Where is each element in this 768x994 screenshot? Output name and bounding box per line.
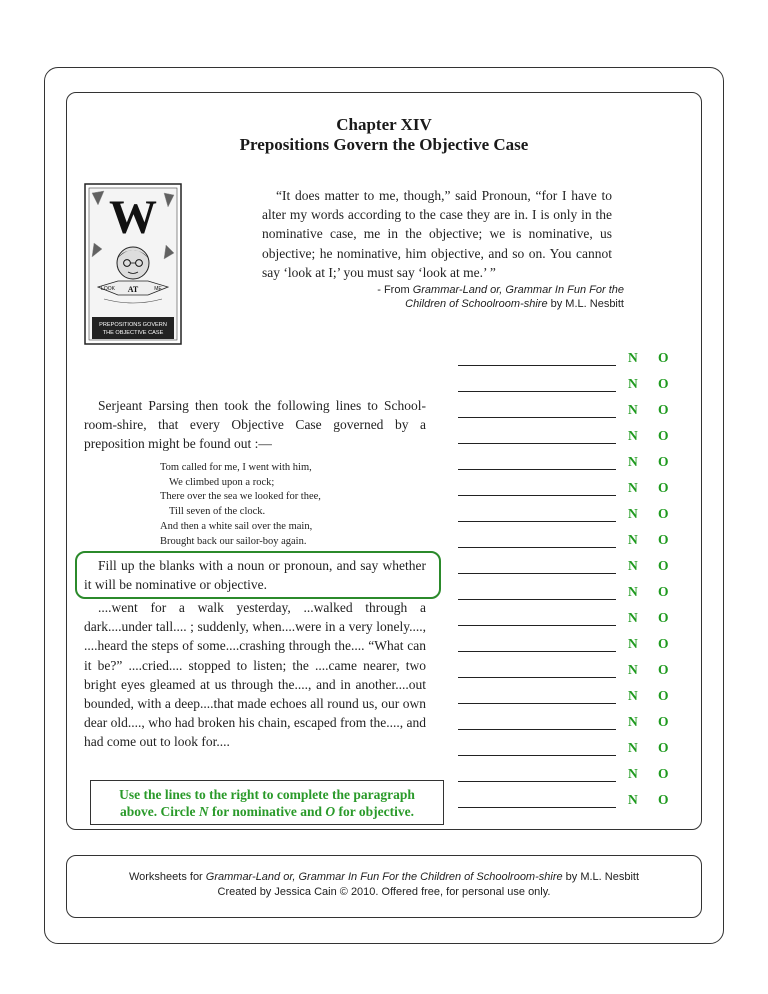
- footer-author: by M.L. Nesbitt: [562, 871, 640, 883]
- nominative-option[interactable]: N: [628, 376, 638, 391]
- answer-blank-line[interactable]: [458, 365, 616, 366]
- answer-row: [458, 738, 678, 764]
- answer-row: [458, 608, 678, 634]
- attribution-prefix: - From: [377, 284, 413, 296]
- nominative-option[interactable]: N: [628, 506, 638, 521]
- poem-line: Brought back our sailor-boy again.: [160, 535, 307, 547]
- nominative-option[interactable]: N: [628, 584, 638, 599]
- answer-row: [458, 556, 678, 582]
- answer-blank-line[interactable]: [458, 443, 616, 444]
- answer-blank-line[interactable]: [458, 651, 616, 652]
- emblem-caption-line1: PREPOSITIONS GOVERN: [99, 322, 167, 328]
- poem: [160, 461, 321, 549]
- attribution-author: by M.L. Nesbitt: [547, 298, 624, 310]
- answer-row: [458, 660, 678, 686]
- answer-row: [458, 686, 678, 712]
- chapter-subtitle: Prepositions Govern the Objective Case: [239, 135, 529, 154]
- nominative-option[interactable]: N: [628, 402, 638, 417]
- poem-line: Tom called for me, I went with him,: [160, 462, 312, 473]
- footer-credits: [66, 870, 702, 900]
- fill-in-story: ....went for a walk yesterday, ...walked through a dark....under tall.... ; suddenly, when....were in a very lonely...., ....heard the steps of some....crashing through the.... “What can it be?” ....cried.... stopped to listen; the ....came nearer, two bright eyes gleamed at us through the...., and in another....out bounded, with a deep....that made echoes all round us, our own dear old...., who had broken his chain, escaped from the...., and had come out to look for....: [84, 600, 426, 750]
- objective-option[interactable]: O: [658, 740, 669, 755]
- footer-book-title: Grammar-Land or, Grammar In Fun For the Children of Schoolroom-shire: [205, 871, 563, 883]
- fill-instruction: Fill up the blanks with a noun or pronoun, and say whether it will be nominative or objective.: [84, 558, 426, 592]
- nominative-option[interactable]: N: [628, 480, 638, 495]
- objective-option[interactable]: O: [658, 480, 669, 495]
- instruction-o: O: [325, 804, 336, 819]
- answer-blank-line[interactable]: [458, 521, 616, 522]
- instruction-line1: Use the lines to the right to complete the paragraph: [119, 787, 415, 802]
- instruction-text: for objective.: [335, 804, 414, 819]
- answer-blank-line[interactable]: [458, 677, 616, 678]
- answer-blank-line[interactable]: [458, 573, 616, 574]
- objective-option[interactable]: O: [658, 766, 669, 781]
- nominative-option[interactable]: N: [628, 792, 638, 807]
- intro-paragraph: Serjeant Parsing then took the following lines to School-room-shire, that every Objective Case governed by a preposition might be found out :—: [84, 398, 426, 451]
- poem-line: There over the sea we looked for thee,: [160, 491, 321, 503]
- nominative-option[interactable]: N: [628, 454, 638, 469]
- answer-column: [458, 348, 678, 816]
- instruction-text: for nominative and: [208, 804, 326, 819]
- nominative-option[interactable]: N: [628, 532, 638, 547]
- nominative-option[interactable]: N: [628, 610, 638, 625]
- objective-option[interactable]: O: [658, 454, 669, 469]
- footer-line1: [66, 870, 702, 885]
- objective-option[interactable]: O: [658, 610, 669, 625]
- answer-blank-line[interactable]: [458, 391, 616, 392]
- objective-option[interactable]: O: [658, 584, 669, 599]
- objective-option[interactable]: O: [658, 506, 669, 521]
- answer-blank-line[interactable]: [458, 495, 616, 496]
- poem-line: Till seven of the clock.: [169, 506, 266, 518]
- answer-blank-line[interactable]: [458, 547, 616, 548]
- answer-blank-line[interactable]: [458, 729, 616, 730]
- objective-option[interactable]: O: [658, 532, 669, 547]
- instruction-text: above. Circle: [120, 804, 199, 819]
- answer-blank-line[interactable]: [458, 625, 616, 626]
- nominative-option[interactable]: N: [628, 740, 638, 755]
- answer-row: [458, 504, 678, 530]
- pronoun-quote: “It does matter to me, though,” said Pronoun, “for I have to alter my words according to the case they are in. I is only in the nominative case, me in the objective; we is nominative, us objective; he nominative, him objective, and so on. You cannot say ‘look at I;’ you must say ‘look at me.’ ”: [262, 188, 612, 280]
- instruction-n: N: [198, 804, 209, 819]
- objective-option[interactable]: O: [658, 558, 669, 573]
- objective-option[interactable]: O: [658, 376, 669, 391]
- nominative-option[interactable]: N: [628, 636, 638, 651]
- objective-option[interactable]: O: [658, 402, 669, 417]
- answer-row: [458, 712, 678, 738]
- emblem-letter: W: [109, 191, 157, 244]
- answer-row: [458, 530, 678, 556]
- emblem-caption-line2: THE OBJECTIVE CASE: [102, 330, 164, 336]
- footer-prefix: Worksheets for: [128, 871, 206, 883]
- poem-line: And then a white sail over the main,: [160, 520, 313, 532]
- answer-blank-line[interactable]: [458, 417, 616, 418]
- answer-row: [458, 426, 678, 452]
- nominative-option[interactable]: N: [628, 428, 638, 443]
- poem-line: We climbed upon a rock;: [169, 476, 275, 488]
- answer-row: [458, 634, 678, 660]
- nominative-option[interactable]: N: [628, 350, 638, 365]
- attribution-book-title: Grammar-Land or, Grammar In Fun For the Children of Schoolroom-shire: [405, 284, 624, 310]
- answer-row: [458, 374, 678, 400]
- answer-blank-line[interactable]: [458, 755, 616, 756]
- answer-row: [458, 764, 678, 790]
- answer-blank-line[interactable]: [458, 599, 616, 600]
- objective-option[interactable]: O: [658, 792, 669, 807]
- emblem-ribbon-center: AT: [127, 285, 139, 294]
- objective-option[interactable]: O: [658, 714, 669, 729]
- nominative-option[interactable]: N: [628, 766, 638, 781]
- nominative-option[interactable]: N: [628, 688, 638, 703]
- nominative-option[interactable]: N: [628, 714, 638, 729]
- answer-blank-line[interactable]: [458, 807, 616, 808]
- answer-row: [458, 348, 678, 374]
- answer-blank-line[interactable]: [458, 781, 616, 782]
- nominative-option[interactable]: N: [628, 662, 638, 677]
- answer-blank-line[interactable]: [458, 703, 616, 704]
- answer-row: [458, 452, 678, 478]
- chapter-emblem-illustration: [84, 183, 182, 345]
- emblem-ribbon-right: ME: [154, 286, 162, 292]
- emblem-ribbon-left: LOOK: [101, 286, 115, 292]
- objective-option[interactable]: O: [658, 636, 669, 651]
- chapter-heading: Chapter XIV: [336, 115, 432, 134]
- worksheet-instructions: [90, 786, 444, 820]
- answer-row: [458, 400, 678, 426]
- answer-row: [458, 582, 678, 608]
- nominative-option[interactable]: N: [628, 558, 638, 573]
- objective-option[interactable]: O: [658, 688, 669, 703]
- quote-attribution: [360, 283, 624, 311]
- answer-row: [458, 790, 678, 816]
- footer-line2: Created by Jessica Cain © 2010. Offered free, for personal use only.: [217, 886, 551, 898]
- instruction-line2: [90, 803, 444, 820]
- objective-option[interactable]: O: [658, 662, 669, 677]
- answer-row: [458, 478, 678, 504]
- answer-blank-line[interactable]: [458, 469, 616, 470]
- objective-option[interactable]: O: [658, 350, 669, 365]
- objective-option[interactable]: O: [658, 428, 669, 443]
